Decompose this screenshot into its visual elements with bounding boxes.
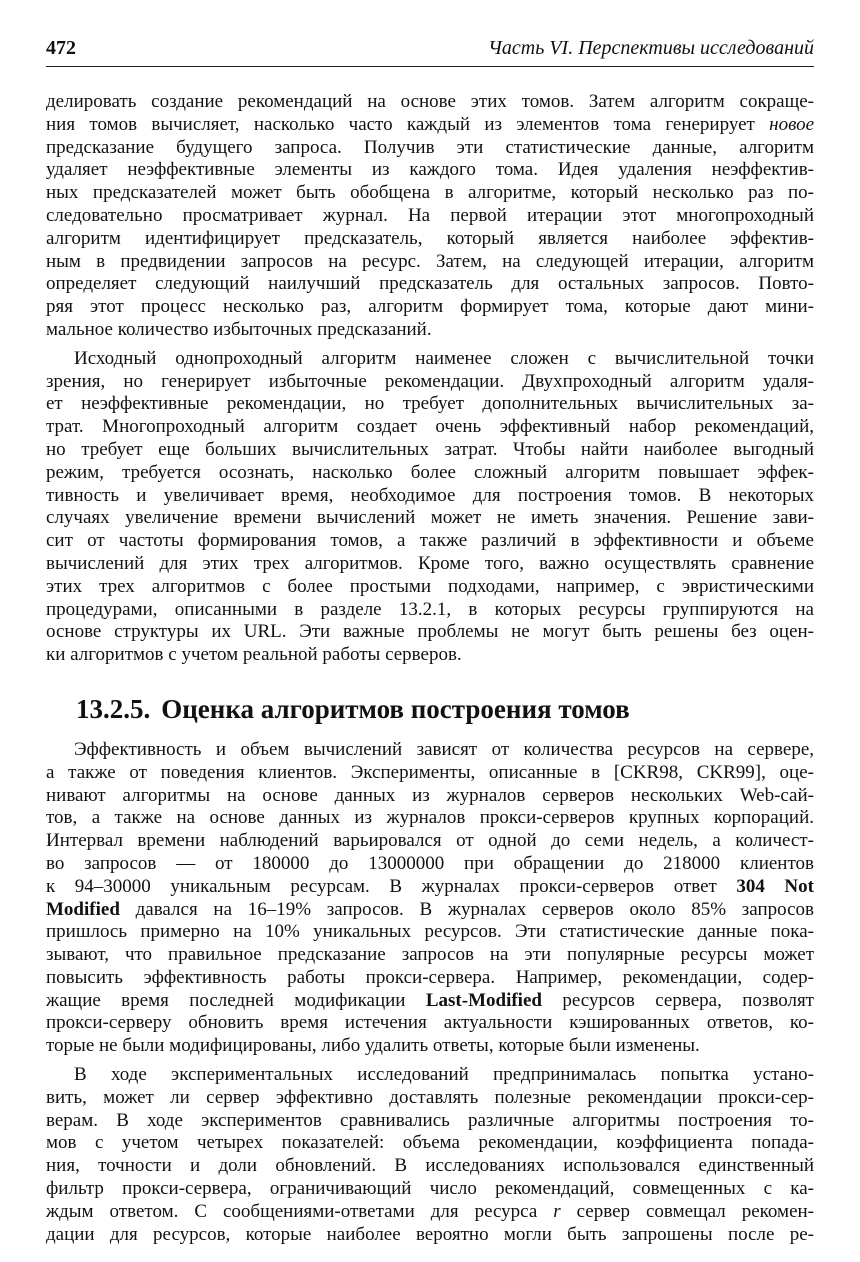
text-line (46, 990, 814, 1013)
text-line: определяет следующий наилучший предсказатель для остальных запросов. Повто- (46, 273, 814, 295)
section-number: 13.2.5. (76, 693, 151, 724)
text-line: Исходный однопроходный алгоритм наименее сложен с вычислительной точки (74, 347, 814, 369)
bold-term-304: 304 Not (736, 875, 814, 897)
text-line: предсказание будущего запроса. Получив эти статистические данные, алгоритм (46, 136, 814, 158)
bold-term-last-modified: Last-Modified (425, 989, 542, 1011)
text-line: сит от частоты формирования томов, а также различий в эффективности и объеме (46, 530, 814, 552)
text-line: удаляет неэффективные элементы из каждого тома. Идея удаления неэффектив- (46, 159, 814, 181)
text-line: следовательно просматривает журнал. На первой итерации этот многопроходный (46, 204, 814, 226)
text-line: случаях увеличение времени вычислений может не иметь значения. Решение зави- (46, 507, 814, 529)
text-line: нивают алгоритмы на основе данных из журналов серверов нескольких Web-сай- (46, 784, 814, 806)
text-run: ждым ответом. С сообщениями-ответами для ресурса (46, 1200, 554, 1222)
text-line: во запросов — от 180000 до 13000000 при обращении до 218000 клиентов (46, 852, 814, 874)
running-title: Часть VI. Перспективы исследований (488, 37, 814, 59)
text-line: этих трех алгоритмов с более простыми подходами, например, с эвристическими (46, 575, 814, 597)
text-line: зывают, что правильное предсказание запросов на эти популярные ресурсы может (46, 944, 814, 966)
text-line: процедурами, описанными в разделе 13.2.1, в которых ресурсы группируются на (46, 598, 814, 620)
text-line: основе структуры их URL. Эти важные проблемы не могут быть решены без оцен- (46, 621, 814, 643)
text-run: давался на 16–19% запросов. В журналах серверов около 85% запросов (119, 898, 814, 920)
page-number: 472 (46, 37, 76, 59)
paragraph-3 (46, 739, 814, 1058)
text-run: к 94–30000 уникальным ресурсам. В журналах прокси-серверов ответ (46, 875, 737, 897)
text-line: ния, точности и доли обновлений. В исследованиях использовался единственный (46, 1155, 814, 1177)
text-line: Эффективность и объем вычислений зависят от количества ресурсов на сервере, (74, 738, 814, 760)
running-header (46, 36, 814, 67)
text-line: верам. В ходе экспериментов сравнивались различные алгоритмы построения то- (46, 1109, 814, 1131)
book-page (46, 36, 814, 1246)
text-line (46, 899, 814, 922)
text-line (46, 1201, 814, 1224)
text-line: дации для ресурсов, которые наиболее вероятно могли быть запрошены после ре- (46, 1223, 814, 1245)
text-line: ных предсказателей может быть обобщена в алгоритме, который несколько раз по- (46, 182, 814, 204)
text-line: трат. Многопроходный алгоритм создает очень эффективный набор рекомендаций, (46, 416, 814, 438)
text-line (46, 876, 814, 899)
paragraph-2 (46, 348, 814, 667)
text-line: повысить эффективность работы прокси-сервера. Например, рекомендации, содер- (46, 966, 814, 988)
text-run: сервер совмещал рекомен- (560, 1200, 815, 1222)
text-run: жащие время последней модификации (46, 989, 426, 1011)
text-line: тивность и увеличивает время, необходимое для построения томов. В некоторых (46, 484, 814, 506)
text-line: мальное количество избыточных предсказаний. (46, 318, 432, 340)
text-line: а также от поведения клиентов. Эксперименты, описанные в [CKR98, CKR99], оце- (46, 761, 814, 783)
paragraph-1 (46, 91, 814, 342)
body-text (46, 91, 814, 1246)
text-line: ки алгоритмов с учетом реальной работы серверов. (46, 644, 462, 666)
text-line: Интервал времени наблюдений варьировался от одной до семи недель, а количест- (46, 830, 814, 852)
text-line: алгоритм идентифицирует предсказатель, который является наиболее эффектив- (46, 227, 814, 249)
text-line: зрения, но генерирует избыточные рекомендации. Двухпроходный алгоритм удаля- (46, 370, 814, 392)
emphasis-new: новое (769, 113, 814, 135)
text-run: ния томов вычисляет, насколько часто каждый из элементов тома генерирует (46, 113, 770, 135)
section-title: Оценка алгоритмов построения томов (161, 693, 630, 724)
text-line: В ходе экспериментальных исследований предпринималась попытка устано- (74, 1064, 814, 1086)
text-line: делировать создание рекомендаций на основе этих томов. Затем алгоритм сокраще- (46, 91, 814, 112)
text-run: ресурсов сервера, позволят (541, 989, 814, 1011)
text-line: тов, а также на основе данных из журналов прокси-серверов крупных корпораций. (46, 807, 814, 829)
text-line: ет неэффективные рекомендации, но требует дополнительных вычислительных за- (46, 393, 814, 415)
text-line: вычислений для этих трех алгоритмов. Кроме того, важно осуществлять сравнение (46, 552, 814, 574)
text-line: ряя этот процесс несколько раз, алгоритм формирует тома, которые дают мини- (46, 296, 814, 318)
text-line: пришлось примерно на 10% уникальных ресурсов. Эти статистические данные пока- (46, 921, 814, 943)
bold-term-modified: Modified (46, 898, 120, 920)
section-heading (76, 693, 814, 725)
text-line: ным в предвидении запросов на ресурс. Затем, на следующей итерации, алгоритм (46, 250, 814, 272)
text-line: мов с учетом четырех показателей: объема рекомендации, коэффициента попада- (46, 1132, 814, 1154)
text-line: фильтр прокси-сервера, ограничивающий число рекомендаций, совмещенных с ка- (46, 1178, 814, 1200)
text-line: режим, требуется осознать, насколько более сложный алгоритм повышает эффек- (46, 461, 814, 483)
text-line (46, 114, 814, 137)
text-line: торые не были модифицированы, либо удалить ответы, которые были изменены. (46, 1035, 700, 1057)
text-line: прокси-серверу обновить время истечения актуальности кэшированных ответов, ко- (46, 1012, 814, 1034)
text-line: но требует еще больших вычислительных затрат. Чтобы найти наиболее выгодный (46, 438, 814, 460)
paragraph-4 (46, 1064, 814, 1246)
emphasis-r: r (553, 1200, 561, 1222)
text-line: вить, может ли сервер эффективно доставлять полезные рекомендации прокси-сер- (46, 1086, 814, 1108)
